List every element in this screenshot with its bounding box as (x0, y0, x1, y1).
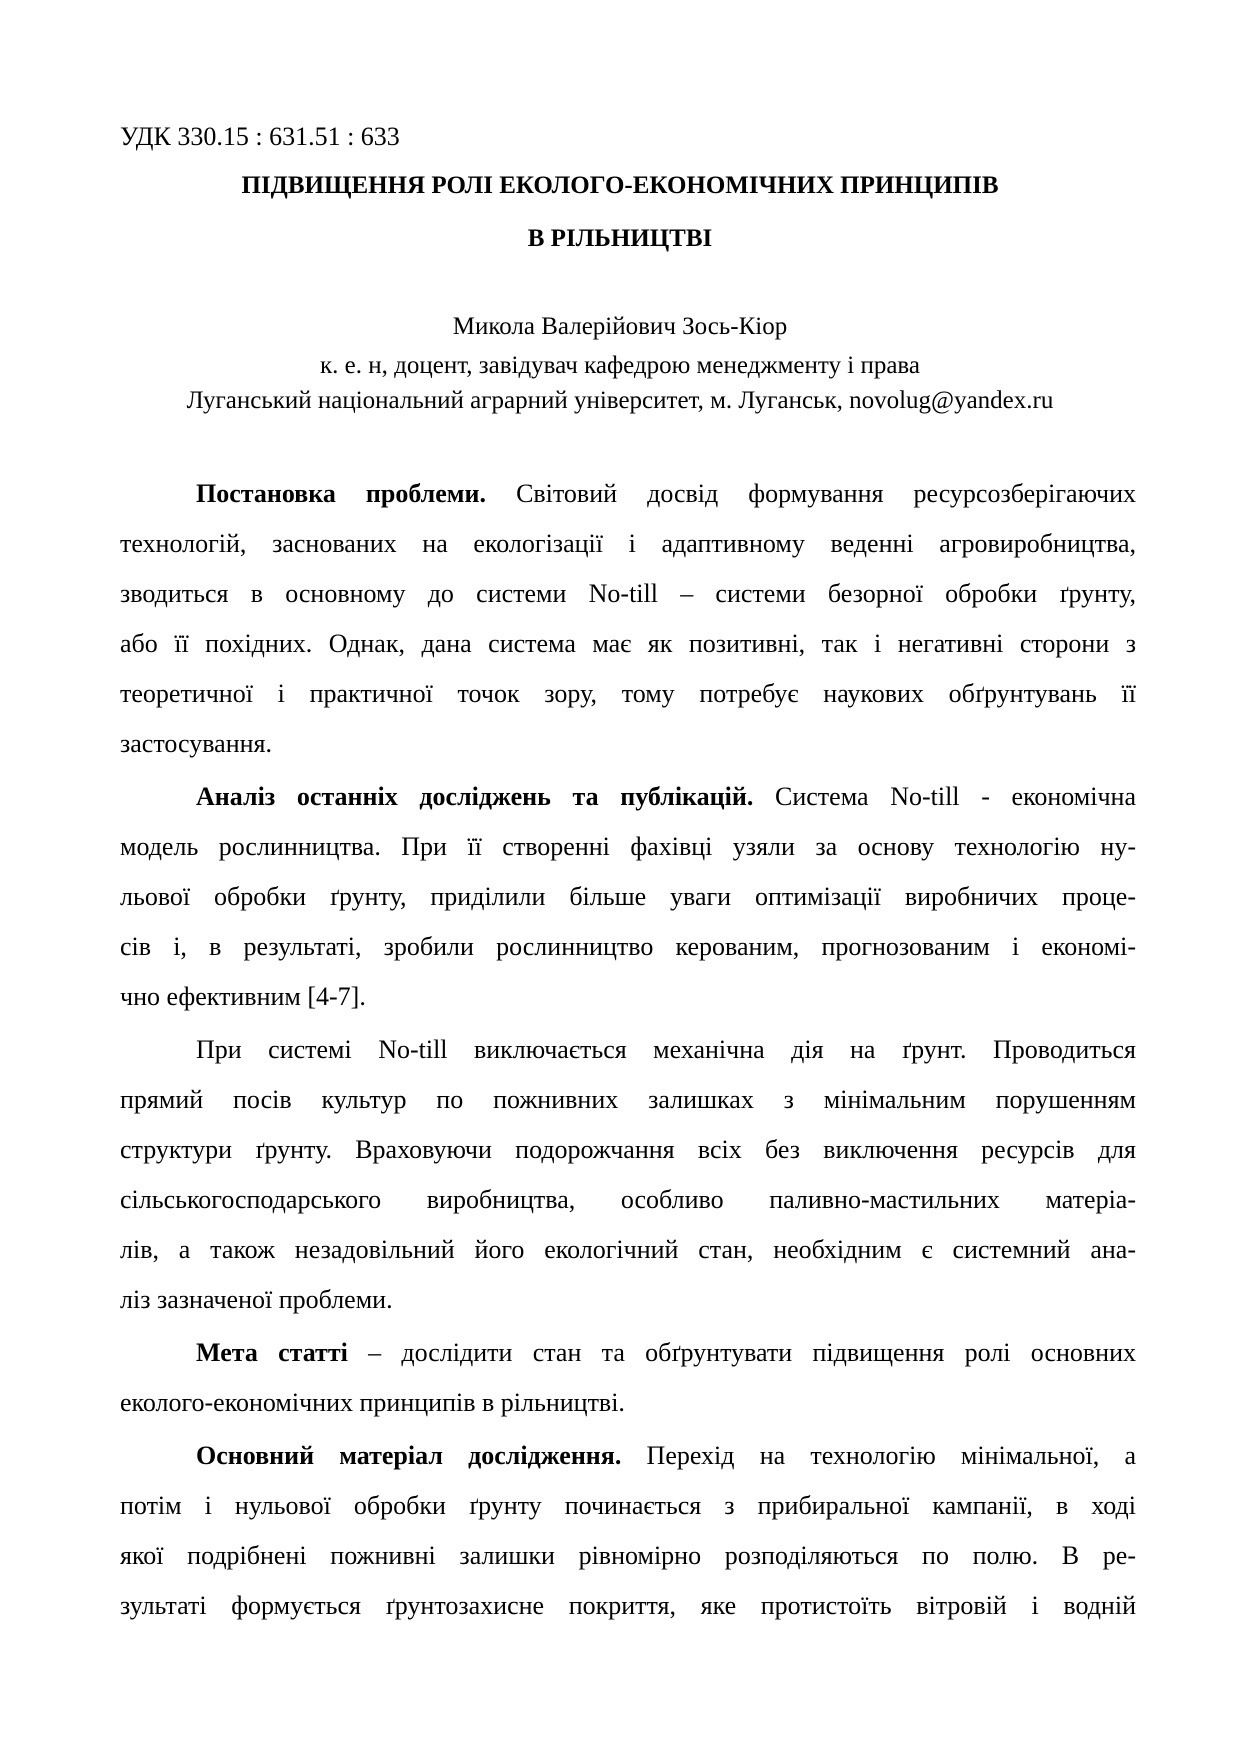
text-line (120, 872, 1136, 922)
paragraph (120, 1025, 1136, 1325)
text-line (120, 922, 1136, 972)
text-line (120, 1075, 1136, 1125)
section-heading: Основний матеріал дослідження. (196, 1441, 622, 1470)
text-line (120, 719, 1136, 769)
section-heading: Мета статті (196, 1338, 348, 1367)
text-line (120, 1275, 1136, 1325)
article-title-line-1: ПІДВИЩЕННЯ РОЛІ ЕКОЛОГО-ЕКОНОМІЧНИХ ПРИНЦИПІВ (241, 172, 999, 199)
author-name: Микола Валерійович Зось-Кіор (452, 313, 788, 340)
line-text: теоретичної і практичної точок зору, тому потребує наукових обґрунтувань її (120, 679, 1136, 708)
text-line (120, 772, 1136, 822)
text-line (120, 1581, 1136, 1631)
paragraph (120, 469, 1136, 769)
line-text: ліз зазначеної проблеми. (120, 1285, 393, 1314)
text-line (120, 972, 1136, 1022)
line-text: якої подрібнені пожнивні залишки рівномірно розподіляються по полю. В ре- (120, 1541, 1136, 1570)
text-line (120, 1025, 1136, 1075)
text-line (120, 1481, 1136, 1531)
text-line (120, 1378, 1136, 1428)
article-title-line-2: В РІЛЬНИЦТВІ (527, 225, 713, 252)
author-position: к. е. н, доцент, завідувач кафедрою менеджменту і права (320, 352, 920, 379)
article-body (120, 469, 1136, 1634)
line-text: льової обробки ґрунту, приділили більше уваги оптимізації виробничих проце- (120, 882, 1136, 911)
text-line (120, 822, 1136, 872)
line-text: сільськогосподарського виробництва, особливо паливно-мастильних матеріа- (120, 1185, 1136, 1214)
line-text: зводиться в основному до системи No-till – системи безорної обробки ґрунту, (120, 579, 1136, 608)
line-text: застосування. (120, 729, 272, 758)
line-text: сів і, в результаті, зробили рослинництво керованим, прогнозованим і економі- (120, 932, 1136, 961)
line-text: зультаті формується ґрунтозахисне покриття, яке протистоїть вітровій і водній (120, 1591, 1136, 1620)
line-text: потім і нульової обробки ґрунту починається з прибиральної кампанії, в ході (120, 1491, 1136, 1520)
udc-code: УДК 330.15 : 631.51 : 633 (120, 122, 400, 151)
line-text: прямий посів культур по пожнивних залишках з мінімальним порушенням (120, 1085, 1136, 1114)
text-line (120, 1328, 1136, 1378)
text-line (120, 1225, 1136, 1275)
line-text: Перехід на технологію мінімальної, а (621, 1441, 1136, 1470)
line-text: модель рослинництва. При її створенні фахівці узяли за основу технологію ну- (120, 832, 1136, 861)
line-text: Світовий досвід формування ресурсозберігаючих (486, 479, 1136, 508)
text-line (120, 519, 1136, 569)
text-line (120, 469, 1136, 519)
line-text: еколого-економічних принципів в рільництві. (120, 1388, 625, 1417)
author-affiliation: Луганський національний аграрний університет, м. Луганськ, novolug@yandex.ru (186, 387, 1054, 414)
text-line (120, 1431, 1136, 1481)
line-text: лів, а також незадовільний його екологічний стан, необхідним є системний ана- (120, 1235, 1136, 1264)
text-line (120, 1125, 1136, 1175)
line-text: – дослідити стан та обґрунтувати підвищення ролі основних (347, 1338, 1136, 1367)
line-text: чно ефективним [4-7]. (120, 982, 366, 1011)
text-line (120, 1175, 1136, 1225)
text-line (120, 569, 1136, 619)
line-text: Система No-till - економічна (753, 782, 1137, 811)
text-line (120, 1531, 1136, 1581)
line-text: структури ґрунту. Враховуючи подорожчання всіх без виключення ресурсів для (120, 1135, 1136, 1164)
text-line (120, 619, 1136, 669)
line-text: При системі No-till виключається механічна дія на ґрунт. Проводиться (196, 1035, 1136, 1064)
line-text: або її похідних. Однак, дана система має як позитивні, так і негативні сторони з (120, 629, 1136, 658)
paragraph (120, 772, 1136, 1022)
text-line (120, 669, 1136, 719)
paragraph (120, 1431, 1136, 1631)
paragraph (120, 1328, 1136, 1428)
line-text: технологій, заснованих на екологізації і адаптивному веденні агровиробництва, (120, 529, 1136, 558)
section-heading: Аналіз останніх досліджень та публікацій. (196, 782, 754, 811)
section-heading: Постановка проблеми. (196, 479, 486, 508)
